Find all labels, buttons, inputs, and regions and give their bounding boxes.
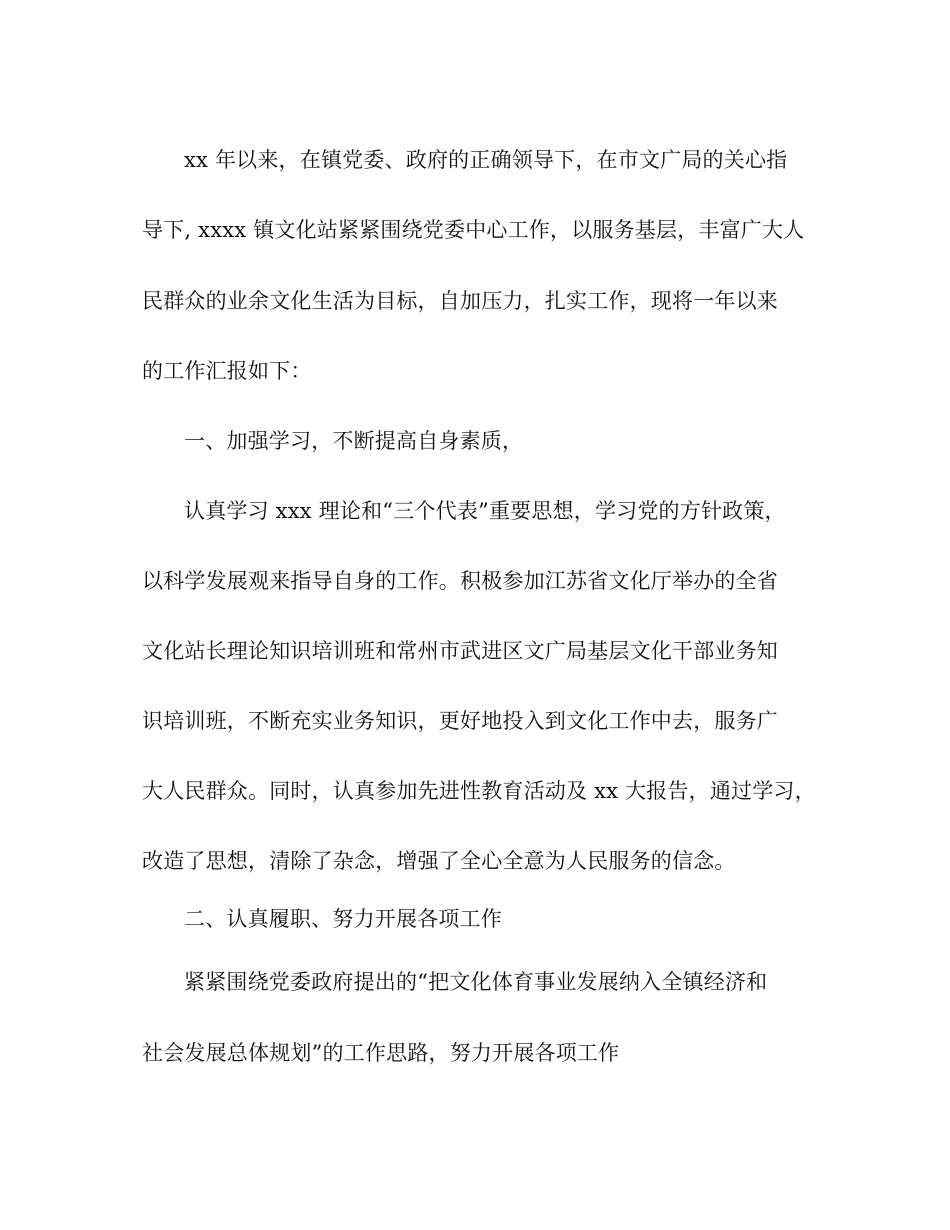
paragraph-line: 识培训班，不断充实业务知识，更好地投入到文化工作中去，服务广 — [142, 709, 778, 733]
paragraph-line: xx 年以来，在镇党委、政府的正确领导下，在市文广局的关心指 — [184, 148, 788, 172]
paragraph-line: 导下, xxxx 镇文化站紧紧围绕党委中心工作，以服务基层，丰富广大人 — [142, 218, 805, 242]
paragraph-line: 以科学发展观来指导自身的工作。积极参加江苏省文化厅举办的全省 — [142, 569, 778, 593]
section-heading: 一、加强学习，不断提高自身素质， — [184, 429, 524, 453]
section-heading: 二、认真履职、努力开展各项工作 — [184, 907, 502, 931]
paragraph-line: 紧紧围绕党委政府提出的“把文化体育事业发展纳入全镇经济和 — [184, 970, 768, 994]
paragraph-line: 社会发展总体规划”的工作思路，努力开展各项工作 — [142, 1041, 620, 1065]
paragraph-line: 大人民群众。同时，认真参加先进性教育活动及 xx 大报告，通过学习， — [142, 779, 816, 803]
paragraph-line: 民群众的业余文化生活为目标，自加压力，扎实工作，现将一年以来 — [142, 289, 778, 313]
paragraph-line: 改造了思想，清除了杂念，增强了全心全意为人民服务的信念。 — [142, 849, 736, 873]
paragraph-line: 的工作汇报如下： — [142, 359, 312, 383]
paragraph-line: 文化站长理论知识培训班和常州市武进区文广局基层文化干部业务知 — [142, 639, 778, 663]
paragraph-line: 认真学习 xxx 理论和“三个代表”重要思想，学习党的方针政策， — [184, 499, 786, 523]
